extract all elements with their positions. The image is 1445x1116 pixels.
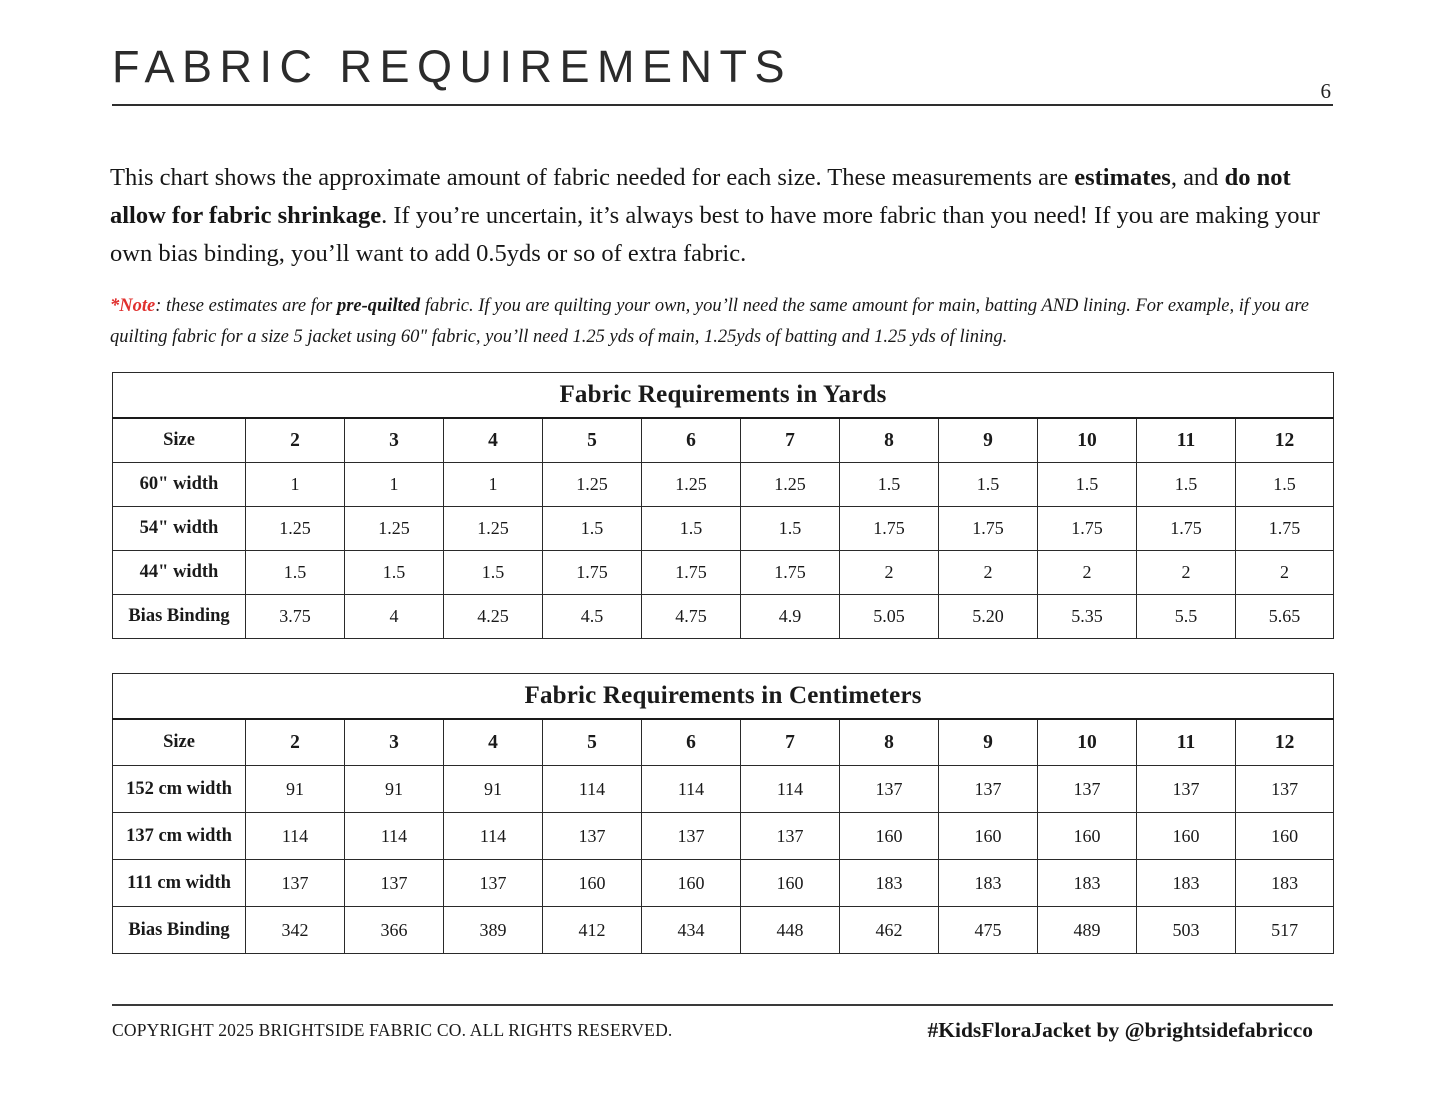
cell-value: 1.5 [642,507,741,551]
cell-value: 4 [345,595,444,639]
cell-value: 160 [1137,813,1236,860]
cell-value: 503 [1137,907,1236,954]
column-header-size-6: 6 [642,719,741,766]
cell-value: 183 [840,860,939,907]
table-row [113,860,1334,907]
cell-value: 183 [1038,860,1137,907]
cell-value: 137 [1038,766,1137,813]
cell-value: 114 [345,813,444,860]
cell-value: 1 [444,463,543,507]
cell-value: 137 [246,860,345,907]
column-header-size-7: 7 [741,719,840,766]
cell-value: 137 [642,813,741,860]
note-bold-prequilted: pre-quilted [336,295,421,316]
cell-value: 160 [1038,813,1137,860]
cell-value: 1.5 [246,551,345,595]
column-header-size-11: 11 [1137,418,1236,463]
column-header-size-9: 9 [939,719,1038,766]
table-row [113,507,1334,551]
column-header-size-12: 12 [1236,719,1334,766]
cell-value: 434 [642,907,741,954]
cell-value: 91 [444,766,543,813]
cell-value: 4.25 [444,595,543,639]
column-header-size-11: 11 [1137,719,1236,766]
cell-value: 4.9 [741,595,840,639]
cell-value: 1.5 [1236,463,1334,507]
column-header-size-5: 5 [543,719,642,766]
table-caption-row [113,373,1334,419]
column-header-size-9: 9 [939,418,1038,463]
cell-value: 114 [246,813,345,860]
intro-text-1: This chart shows the approximate amount of fabric needed for each size. These measurements are [110,163,1075,191]
table-row [113,907,1334,954]
cell-value: 160 [939,813,1038,860]
cell-value: 3.75 [246,595,345,639]
table-row [113,766,1334,813]
cell-value: 1.25 [543,463,642,507]
cell-value: 1.5 [345,551,444,595]
cell-value: 137 [840,766,939,813]
cell-value: 366 [345,907,444,954]
column-header-size-10: 10 [1038,719,1137,766]
page-title: FABRIC REQUIREMENTS [112,41,793,92]
row-label: 152 cm width [113,766,246,813]
page-header [112,36,1333,108]
cell-value: 183 [1236,860,1334,907]
cell-value: 2 [1236,551,1334,595]
cell-value: 1.75 [1137,507,1236,551]
note-text-2: fabric. If you are quilting your own, you’ll need the same amount for main, batting AND lining. For example, if you are quilting fabric for a size 5 jacket using 60" fabric, you’ll need 1.25 yds of main, 1.25yds of batting and 1.25 yds of lining. [110,295,1309,347]
fabric-requirements-centimeters-table [112,673,1334,954]
cell-value: 137 [939,766,1038,813]
cell-value: 137 [543,813,642,860]
cell-value: 1.25 [246,507,345,551]
cell-value: 1 [246,463,345,507]
cell-value: 160 [741,860,840,907]
page-footer [112,1018,1333,1050]
cell-value: 91 [246,766,345,813]
cell-value: 114 [642,766,741,813]
column-header-size-8: 8 [840,418,939,463]
cell-value: 5.05 [840,595,939,639]
cell-value: 1.5 [543,507,642,551]
cell-value: 5.20 [939,595,1038,639]
cell-value: 412 [543,907,642,954]
column-header-size-4: 4 [444,719,543,766]
column-header-size: Size [113,418,246,463]
cell-value: 160 [543,860,642,907]
column-header-size-7: 7 [741,418,840,463]
cell-value: 489 [1038,907,1137,954]
cell-value: 1.25 [345,507,444,551]
cell-value: 137 [345,860,444,907]
cell-value: 1 [345,463,444,507]
fabric-requirements-yards-table [112,372,1334,639]
intro-paragraph [110,159,1338,273]
column-header-size-8: 8 [840,719,939,766]
cell-value: 1.25 [741,463,840,507]
column-header-size-5: 5 [543,418,642,463]
header-divider [112,104,1333,106]
cell-value: 4.5 [543,595,642,639]
row-label: Bias Binding [113,907,246,954]
cell-value: 448 [741,907,840,954]
table-row [113,595,1334,639]
column-header-size-2: 2 [246,719,345,766]
cell-value: 517 [1236,907,1334,954]
cell-value: 5.5 [1137,595,1236,639]
cell-value: 1.75 [1236,507,1334,551]
cell-value: 1.5 [1137,463,1236,507]
cell-value: 160 [1236,813,1334,860]
cell-value: 1.25 [444,507,543,551]
cell-value: 137 [1236,766,1334,813]
cell-value: 160 [840,813,939,860]
cell-value: 4.75 [642,595,741,639]
cell-value: 2 [1038,551,1137,595]
cell-value: 114 [543,766,642,813]
cell-value: 114 [741,766,840,813]
cell-value: 1.75 [741,551,840,595]
cell-value: 1.75 [642,551,741,595]
cell-value: 5.35 [1038,595,1137,639]
cell-value: 1.75 [840,507,939,551]
table-caption-centimeters: Fabric Requirements in Centimeters [113,674,1334,720]
column-header-size-3: 3 [345,418,444,463]
cell-value: 137 [444,860,543,907]
cell-value: 114 [444,813,543,860]
table-row [113,551,1334,595]
cell-value: 1.5 [1038,463,1137,507]
note-text-1: : these estimates are for [155,295,337,316]
row-label: Bias Binding [113,595,246,639]
cell-value: 160 [642,860,741,907]
row-label: 44" width [113,551,246,595]
table-header-row [113,418,1334,463]
table-row [113,463,1334,507]
intro-bold-shrinkage: do not allow for fabric shrinkage [110,163,1291,229]
cell-value: 475 [939,907,1038,954]
cell-value: 183 [1137,860,1236,907]
cell-value: 1.5 [939,463,1038,507]
cell-value: 1.75 [939,507,1038,551]
row-label: 60" width [113,463,246,507]
column-header-size-10: 10 [1038,418,1137,463]
table-caption-yards: Fabric Requirements in Yards [113,373,1334,419]
cell-value: 2 [840,551,939,595]
row-label: 54" width [113,507,246,551]
table-row [113,813,1334,860]
column-header-size-6: 6 [642,418,741,463]
table-header-row [113,719,1334,766]
column-header-size: Size [113,719,246,766]
cell-value: 1.5 [741,507,840,551]
cell-value: 462 [840,907,939,954]
column-header-size-3: 3 [345,719,444,766]
cell-value: 1.75 [543,551,642,595]
cell-value: 5.65 [1236,595,1334,639]
cell-value: 137 [1137,766,1236,813]
cell-value: 2 [1137,551,1236,595]
intro-bold-estimates: estimates [1074,163,1171,191]
column-header-size-4: 4 [444,418,543,463]
footer-divider [112,1004,1333,1006]
column-header-size-12: 12 [1236,418,1334,463]
cell-value: 183 [939,860,1038,907]
intro-text-3: . If you’re uncertain, it’s always best to have more fabric than you need! If you are making your own bias binding, you’ll want to add 0.5yds or so of extra fabric. [110,201,1320,267]
note-paragraph [110,291,1342,353]
row-label: 111 cm width [113,860,246,907]
intro-text-2: , and [1170,163,1225,191]
cell-value: 342 [246,907,345,954]
cell-value: 1.75 [1038,507,1137,551]
cell-value: 1.5 [840,463,939,507]
cell-value: 1.25 [642,463,741,507]
hashtag-credit: #KidsFloraJacket by @brightsidefabricco [927,1018,1313,1042]
table-caption-row [113,674,1334,720]
copyright-text: COPYRIGHT 2025 BRIGHTSIDE FABRIC CO. ALL RIGHTS RESERVED. [112,1020,673,1040]
row-label: 137 cm width [113,813,246,860]
cell-value: 91 [345,766,444,813]
cell-value: 1.5 [444,551,543,595]
cell-value: 137 [741,813,840,860]
column-header-size-2: 2 [246,418,345,463]
cell-value: 2 [939,551,1038,595]
page-number: 6 [1320,79,1331,103]
cell-value: 389 [444,907,543,954]
note-flag: *Note [110,295,156,316]
